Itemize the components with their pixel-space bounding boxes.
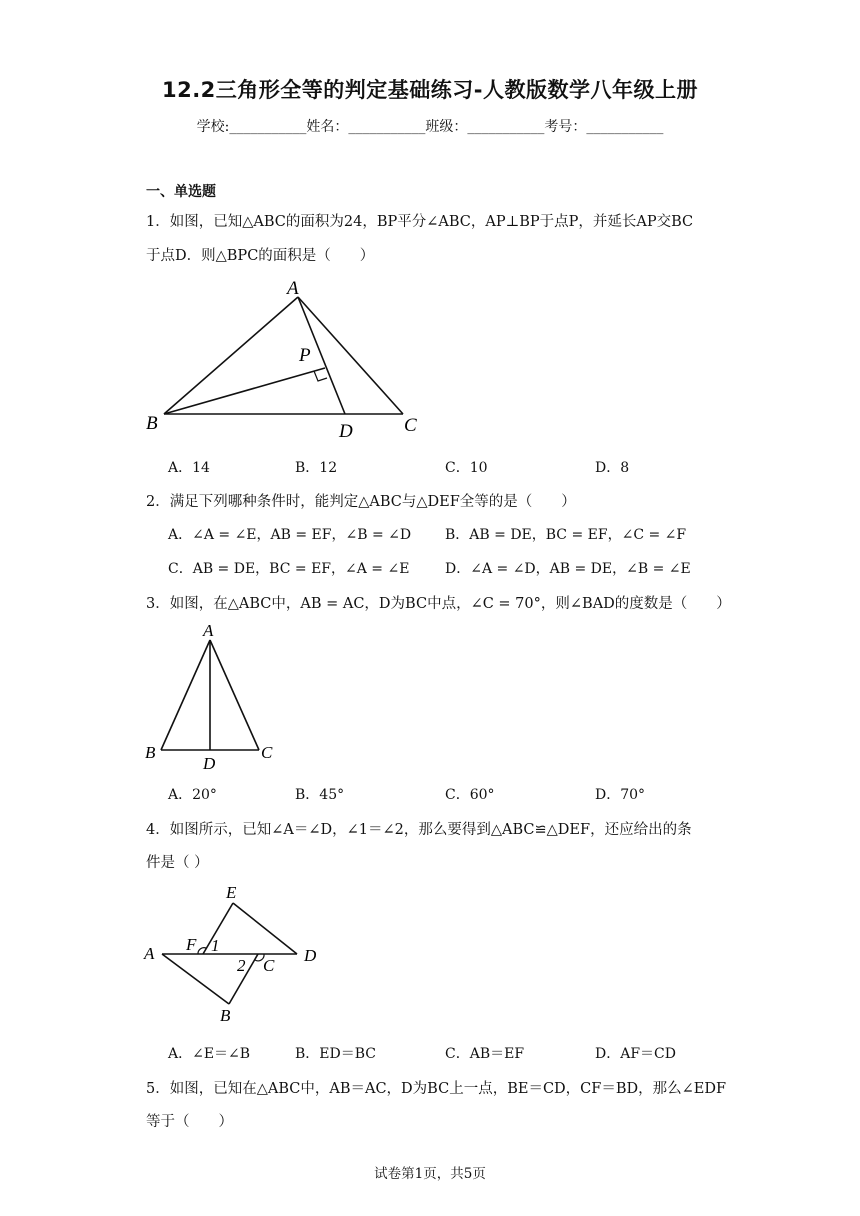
q5-text-line2: 等于（ ） — [146, 1114, 233, 1130]
q3-option-c: C．60° — [445, 787, 495, 803]
q4-label-c: C — [263, 956, 275, 975]
q1-right-angle-mark — [314, 371, 327, 381]
q1-label-a: A — [287, 278, 299, 299]
q4-option-b: B．ED＝BC — [295, 1046, 376, 1062]
student-info-line: 学校:___________姓名：___________班级：___________考号：___________ — [196, 119, 664, 135]
q2-option-c: C．AB = DE，BC = EF，∠A = ∠E — [168, 561, 410, 577]
q1-label-c: C — [404, 415, 417, 436]
q3-label-d: D — [203, 754, 216, 773]
q4-text-line2: 件是（ ） — [146, 855, 209, 871]
q1-segment-ac — [298, 297, 403, 414]
q4-label-e: E — [226, 883, 237, 902]
q3-label-a: A — [203, 621, 214, 640]
q4-option-c: C．AB＝EF — [445, 1046, 525, 1062]
q1-option-d: D．8 — [595, 460, 630, 476]
q4-label-d: D — [304, 946, 317, 965]
q1-option-c: C．10 — [445, 460, 488, 476]
q1-label-b: B — [146, 413, 158, 434]
q4-label-angle2: 2 — [237, 956, 246, 975]
q4-label-a: A — [144, 944, 155, 963]
q3-segment-ac — [210, 640, 259, 750]
q1-option-b: B．12 — [295, 460, 338, 476]
q1-label-p: P — [299, 345, 311, 366]
q3-segment-ab — [161, 640, 210, 750]
q4-option-a: A．∠E＝∠B — [168, 1046, 251, 1062]
page-title: 12.2三角形全等的判定基础练习-人教版数学八年级上册 — [161, 78, 699, 102]
q4-figure — [140, 878, 330, 1028]
q2-option-d: D．∠A = ∠D，AB = DE，∠B = ∠E — [445, 561, 691, 577]
q3-label-b: B — [145, 743, 156, 762]
q2-text-line1: 2．满足下列哪种条件时，能判定△ABC与△DEF全等的是（ ） — [146, 494, 576, 510]
section-heading: 一、单选题 — [146, 184, 216, 200]
q1-option-a: A．14 — [168, 460, 210, 476]
q1-figure — [140, 275, 430, 440]
q4-label-angle1: 1 — [211, 936, 220, 955]
q1-text-line1: 1．如图，已知△ABC的面积为24，BP平分∠ABC，AP⊥BP于点P，并延长AP交BC — [146, 214, 694, 230]
q3-figure — [140, 618, 280, 773]
q4-label-b: B — [220, 1006, 231, 1025]
q3-option-d: D．70° — [595, 787, 646, 803]
q1-segment-bp — [164, 368, 325, 414]
q1-segment-ab — [164, 297, 298, 414]
q4-text-line1: 4．如图所示，已知∠A＝∠D，∠1＝∠2，那么要得到△ABC≌△DEF，还应给出的条 — [146, 822, 692, 838]
q4-option-d: D．AF＝CD — [595, 1046, 676, 1062]
q3-text-line1: 3．如图，在△ABC中，AB = AC，D为BC中点，∠C = 70°，则∠BAD的度数是（ ） — [146, 596, 731, 612]
q3-label-c: C — [261, 743, 273, 762]
q5-text-line1: 5．如图，已知在△ABC中，AB＝AC，D为BC上一点，BE＝CD，CF＝BD，那么∠EDF — [146, 1081, 727, 1097]
q1-label-d: D — [339, 421, 353, 440]
q1-text-line2: 于点D．则△BPC的面积是（ ） — [146, 248, 375, 264]
q3-option-b: B．45° — [295, 787, 345, 803]
q4-segment-ed — [233, 903, 297, 954]
q2-option-b: B．AB = DE，BC = EF，∠C = ∠F — [445, 527, 687, 543]
q4-segment-ab — [162, 954, 229, 1004]
q3-option-a: A．20° — [168, 787, 217, 803]
q2-option-a: A．∠A = ∠E，AB = EF，∠B = ∠D — [168, 527, 412, 543]
page-footer: 试卷第1页，共5页 — [374, 1166, 486, 1182]
q4-label-f: F — [186, 935, 197, 954]
